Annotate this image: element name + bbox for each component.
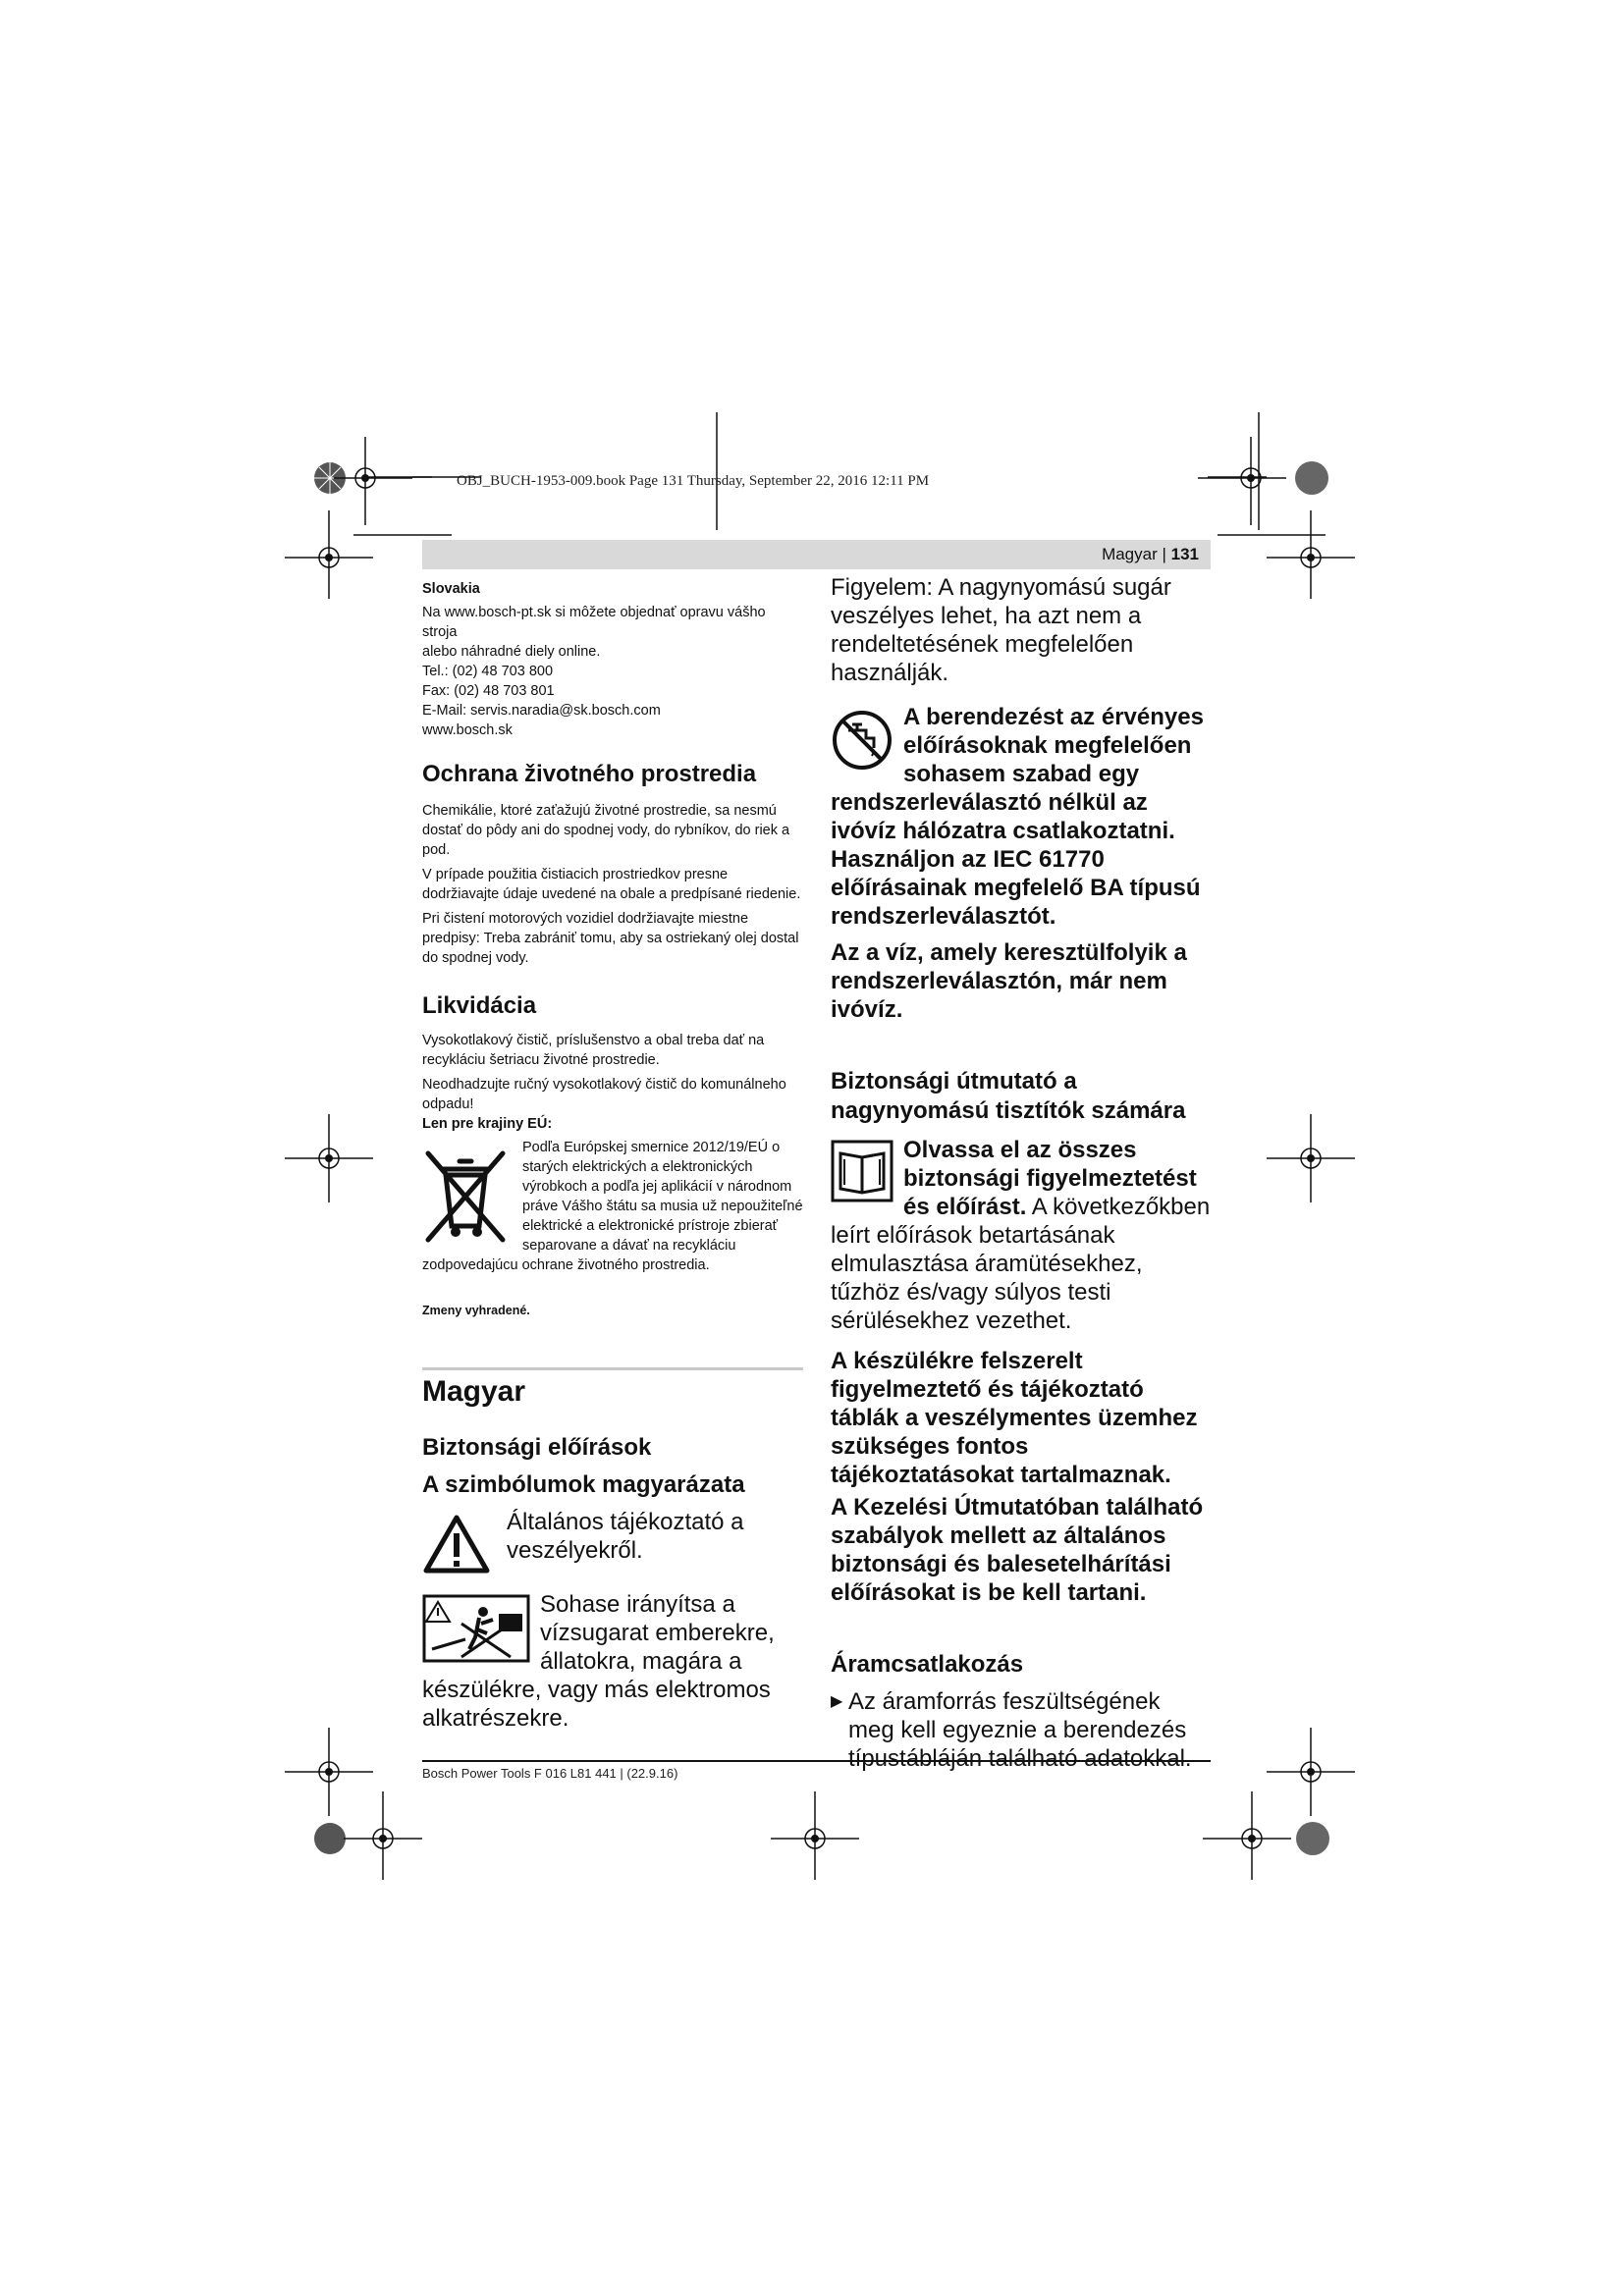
registration-mark-icon xyxy=(771,1791,859,1890)
likvidacia-p2: Neodhadzujte ručný vysokotlakový čistič do komunálneho odpadu! xyxy=(422,1077,786,1112)
registration-mark-icon xyxy=(304,1791,422,1890)
right-column xyxy=(831,573,1212,1773)
figyelem-text: Figyelem: A nagynyomású sugár veszélyes lehet, ha azt nem a rendeltetésének megfelelően használják. xyxy=(831,574,1171,686)
left-column xyxy=(422,579,803,1733)
slovakia-contact xyxy=(422,603,803,740)
slovakia-line: alebo náhradné diely online. xyxy=(422,644,601,660)
ochrana-p2: V prípade použitia čistiacich prostriedkov presne dodržiavajte údaje uvedené na obale a predpísané riedenie. xyxy=(422,867,801,902)
symbol-warning-text: Általános tájékoztató a veszélyekről. xyxy=(507,1509,744,1564)
symbol-spray-text: Sohase irányítsa a vízsugarat emberekre, állatokra, magára a készülékre, vagy más elektromos alkatrészekre. xyxy=(422,1591,775,1732)
magyar-title: Magyar xyxy=(422,1375,526,1408)
ochrana-p1: Chemikálie, ktoré zaťažujú životné prostredie, sa nesmú dostať do pôdy ani do spodnej vody, do rybníkov, do riek a pod. xyxy=(422,803,790,858)
registration-mark-icon xyxy=(1203,1791,1340,1890)
read-manual-block xyxy=(831,1136,1212,1335)
no-tap-warning xyxy=(831,703,1212,931)
bullet-arrow-icon: ▶ xyxy=(831,1693,843,1710)
footer-rule xyxy=(422,1760,1211,1762)
bizt-eloirasok-title: Biztonsági előírások xyxy=(422,1434,652,1461)
registration-mark-icon xyxy=(1218,982,1257,1021)
header-section: Magyar xyxy=(1102,545,1158,563)
page-number: 131 xyxy=(1170,545,1199,563)
read-manual-rest: A következőkben leírt előírások betartásának elmulasztása áramütésekhez, tűzhöz és/vagy súlyos testi sérülésekhez vezethet. xyxy=(831,1194,1211,1334)
crossed-bin-icon xyxy=(422,1148,509,1246)
aram-text: Az áramforrás feszültségének meg kell egyeznie a berendezés típustábláján található adatokkal. xyxy=(848,1688,1192,1772)
registration-mark-icon xyxy=(285,1114,373,1202)
eu-title: Len pre krajiny EÚ: xyxy=(422,1116,553,1132)
ochrana-p3: Pri čistení motorových vozidiel dodržiavajte miestne predpisy: Treba zabrániť tomu, aby sa ostriekaný olej dostal do spodnej vody. xyxy=(422,911,799,966)
zmeny: Zmeny vyhradené. xyxy=(422,1304,530,1317)
keszulek-text: A készülékre felszerelt figyelmeztető és tájékoztató táblák a veszélymentes üzemhez szükséges fontos tájékoztatásokat tartalmaznak. xyxy=(831,1348,1198,1488)
bizt-utmutato-title: Biztonsági útmutató a nagynyomású tisztítók számára xyxy=(831,1068,1186,1124)
eu-text: Podľa Európskej smernice 2012/19/EÚ o starých elektrických a elektronických výrobkoch a podľa jej aplikácií v národnom práve Vášho štátu sa musia už nepoužiteľné elektrické a elektronické prístroje zbierať separovane a dávať na recykláciu zodpovedajúcu ochrane životného prostredia. xyxy=(422,1140,803,1273)
no-spray-at-people-icon xyxy=(422,1594,530,1663)
section-divider xyxy=(422,1367,803,1370)
slovakia-line: E-Mail: servis.naradia@sk.bosch.com xyxy=(422,703,661,719)
slovakia-line: Tel.: (02) 48 703 800 xyxy=(422,664,554,679)
likvidacia-title: Likvidácia xyxy=(422,992,537,1019)
read-manual-icon xyxy=(831,1140,893,1202)
no-tap-warning-text: A berendezést az érvényes előírásoknak megfelelően sohasem szabad egy rendszerleválasztó nélkül az ivóvíz hálózatra csatlakoztatni. Használjon az IEC 61770 előírásainak megfelelő BA típusú rendszerleválasztót. xyxy=(831,704,1204,930)
slovakia-line: Na www.bosch-pt.sk si môžete objednať opravu vášho stroja xyxy=(422,605,766,640)
ochrana-title: Ochrana životného prostredia xyxy=(422,761,757,787)
registration-mark-icon xyxy=(285,510,373,609)
page-header xyxy=(422,540,1211,569)
aramcsatlakozas-title: Áramcsatlakozás xyxy=(831,1651,1024,1678)
header-label xyxy=(1102,545,1199,564)
registration-mark-icon xyxy=(1267,1114,1355,1202)
slovakia-title: Slovakia xyxy=(422,581,480,597)
slovakia-line: Fax: (02) 48 703 801 xyxy=(422,683,555,699)
warning-triangle-icon xyxy=(422,1514,491,1575)
viz-text: Az a víz, amely keresztülfolyik a rendszerleválasztón, már nem ivóvíz. xyxy=(831,939,1187,1023)
kezelesi-text: A Kezelési Útmutatóban található szabályok mellett az általános biztonsági és balesetelhárítási előírásokat is be kell tartani. xyxy=(831,1494,1204,1606)
header-separator: | xyxy=(1157,545,1171,563)
symbol-warning xyxy=(422,1508,803,1575)
symbol-spray xyxy=(422,1590,803,1733)
eu-block xyxy=(422,1138,803,1275)
slovakia-line: www.bosch.sk xyxy=(422,722,513,738)
print-slug: OBJ_BUCH-1953-009.book Page 131 Thursday, September 22, 2016 12:11 PM xyxy=(457,473,930,489)
no-drinking-water-connection-icon xyxy=(831,709,893,772)
symbols-title: A szimbólumok magyarázata xyxy=(422,1471,745,1498)
registration-mark-icon xyxy=(1267,510,1355,609)
likvidacia-p1: Vysokotlakový čistič, príslušenstvo a obal treba dať na recykláciu šetriacu životné prostredie. xyxy=(422,1033,765,1068)
read-manual-bold: Olvassa el az összes biztonsági figyelmeztetést és előírást. xyxy=(903,1137,1197,1220)
footer-text: Bosch Power Tools F 016 L81 441 | (22.9.16) xyxy=(422,1766,678,1781)
